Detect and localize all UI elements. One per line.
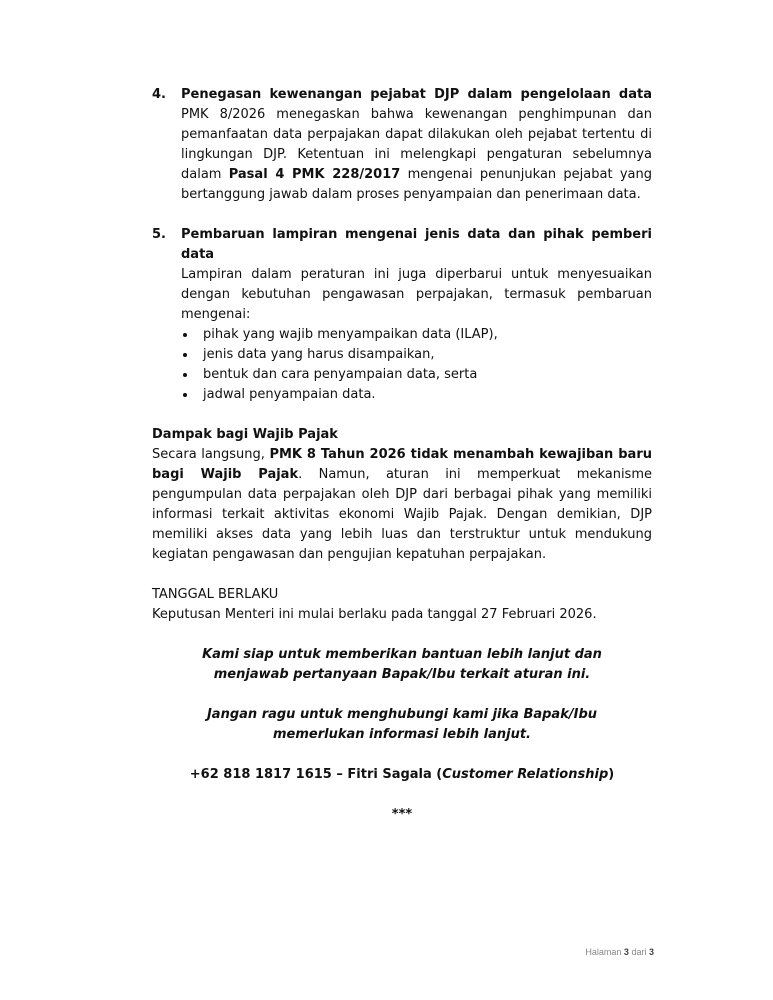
bullet-item: pihak yang wajib menyampaikan data (ILAP), — [181, 325, 652, 345]
closing-message-2 — [152, 705, 652, 745]
item-number: 5. — [152, 227, 166, 242]
contact-phone-name: +62 818 1817 1615 – Fitri Sagala ( — [189, 767, 443, 782]
section-title: Dampak bagi Wajib Pajak — [152, 427, 338, 442]
contact-suffix: ) — [608, 767, 615, 782]
bullet-list — [181, 325, 652, 405]
closing-line: menjawab pertanyaan Bapak/Ibu terkait aturan ini. — [213, 667, 591, 682]
closing-line: Kami siap untuk memberikan bantuan lebih lanjut dan — [202, 647, 602, 662]
end-marker: *** — [391, 807, 413, 822]
closing-line: memerlukan informasi lebih lanjut. — [273, 727, 531, 742]
page-of: dari — [631, 947, 647, 957]
impact-paragraph — [152, 445, 652, 565]
document-content — [152, 85, 652, 825]
bullet-item: jadwal penyampaian data. — [181, 385, 652, 405]
item-title: Pembaruan lampiran mengenai jenis data dan pihak pemberi data — [181, 227, 652, 262]
body-bold-text: Pasal 4 PMK 228/2017 — [228, 167, 401, 182]
effective-date-section — [152, 585, 652, 625]
item-body: Lampiran dalam peraturan ini juga diperbarui untuk menyesuaikan dengan kebutuhan pengawasan perpajakan, termasuk pembaruan mengenai: — [181, 267, 652, 322]
closing-message-1 — [152, 645, 652, 685]
numbered-item-4 — [152, 85, 652, 205]
page-footer — [560, 947, 654, 957]
impact-section — [152, 425, 652, 565]
body-text: PMK 8/2026 menegaskan bahwa kewenangan penghimpunan dan pemanfaatan data perpajakan dapat dilakukan oleh pejabat tertentu di lingkungan DJP. Ketentuan ini melengkapi pengaturan sebelumnya dalam — [181, 107, 652, 182]
contact-role: Customer Relationship — [442, 767, 609, 782]
item-body — [181, 105, 652, 205]
numbered-item-5 — [152, 225, 652, 405]
contact-line — [152, 765, 652, 785]
current-page: 3 — [623, 947, 629, 957]
bullet-item: jenis data yang harus disampaikan, — [181, 345, 652, 365]
section-title: TANGGAL BERLAKU — [152, 587, 279, 602]
total-pages: 3 — [648, 947, 654, 957]
closing-line: Jangan ragu untuk menghubungi kami jika Bapak/Ibu — [206, 707, 598, 722]
body-bold-text: PMK 8 Tahun 2026 tidak menambah kewajiban baru bagi Wajib Pajak — [152, 447, 652, 482]
body-text: mengenai penunjukan pejabat yang bertanggung jawab dalam proses penyampaian dan penerimaan data. — [181, 167, 652, 202]
bullet-item: bentuk dan cara penyampaian data, serta — [181, 365, 652, 385]
item-number: 4. — [152, 87, 166, 102]
page-label: Halaman — [585, 947, 622, 957]
body-text: . Namun, aturan ini memperkuat mekanisme pengumpulan data perpajakan oleh DJP dari berbagai pihak yang memiliki informasi terkait aktivitas ekonomi Wajib Pajak. Dengan demikian, DJP memiliki akses data yang lebih luas dan terstruktur untuk mendukung kegiatan pengawasan dan pengujian kepatuhan perpajakan. — [152, 467, 652, 562]
effective-date-text: Keputusan Menteri ini mulai berlaku pada tanggal 27 Februari 2026. — [152, 607, 597, 622]
body-text: Secara langsung, — [152, 447, 270, 462]
item-title: Penegasan kewenangan pejabat DJP dalam pengelolaan data — [181, 87, 652, 102]
